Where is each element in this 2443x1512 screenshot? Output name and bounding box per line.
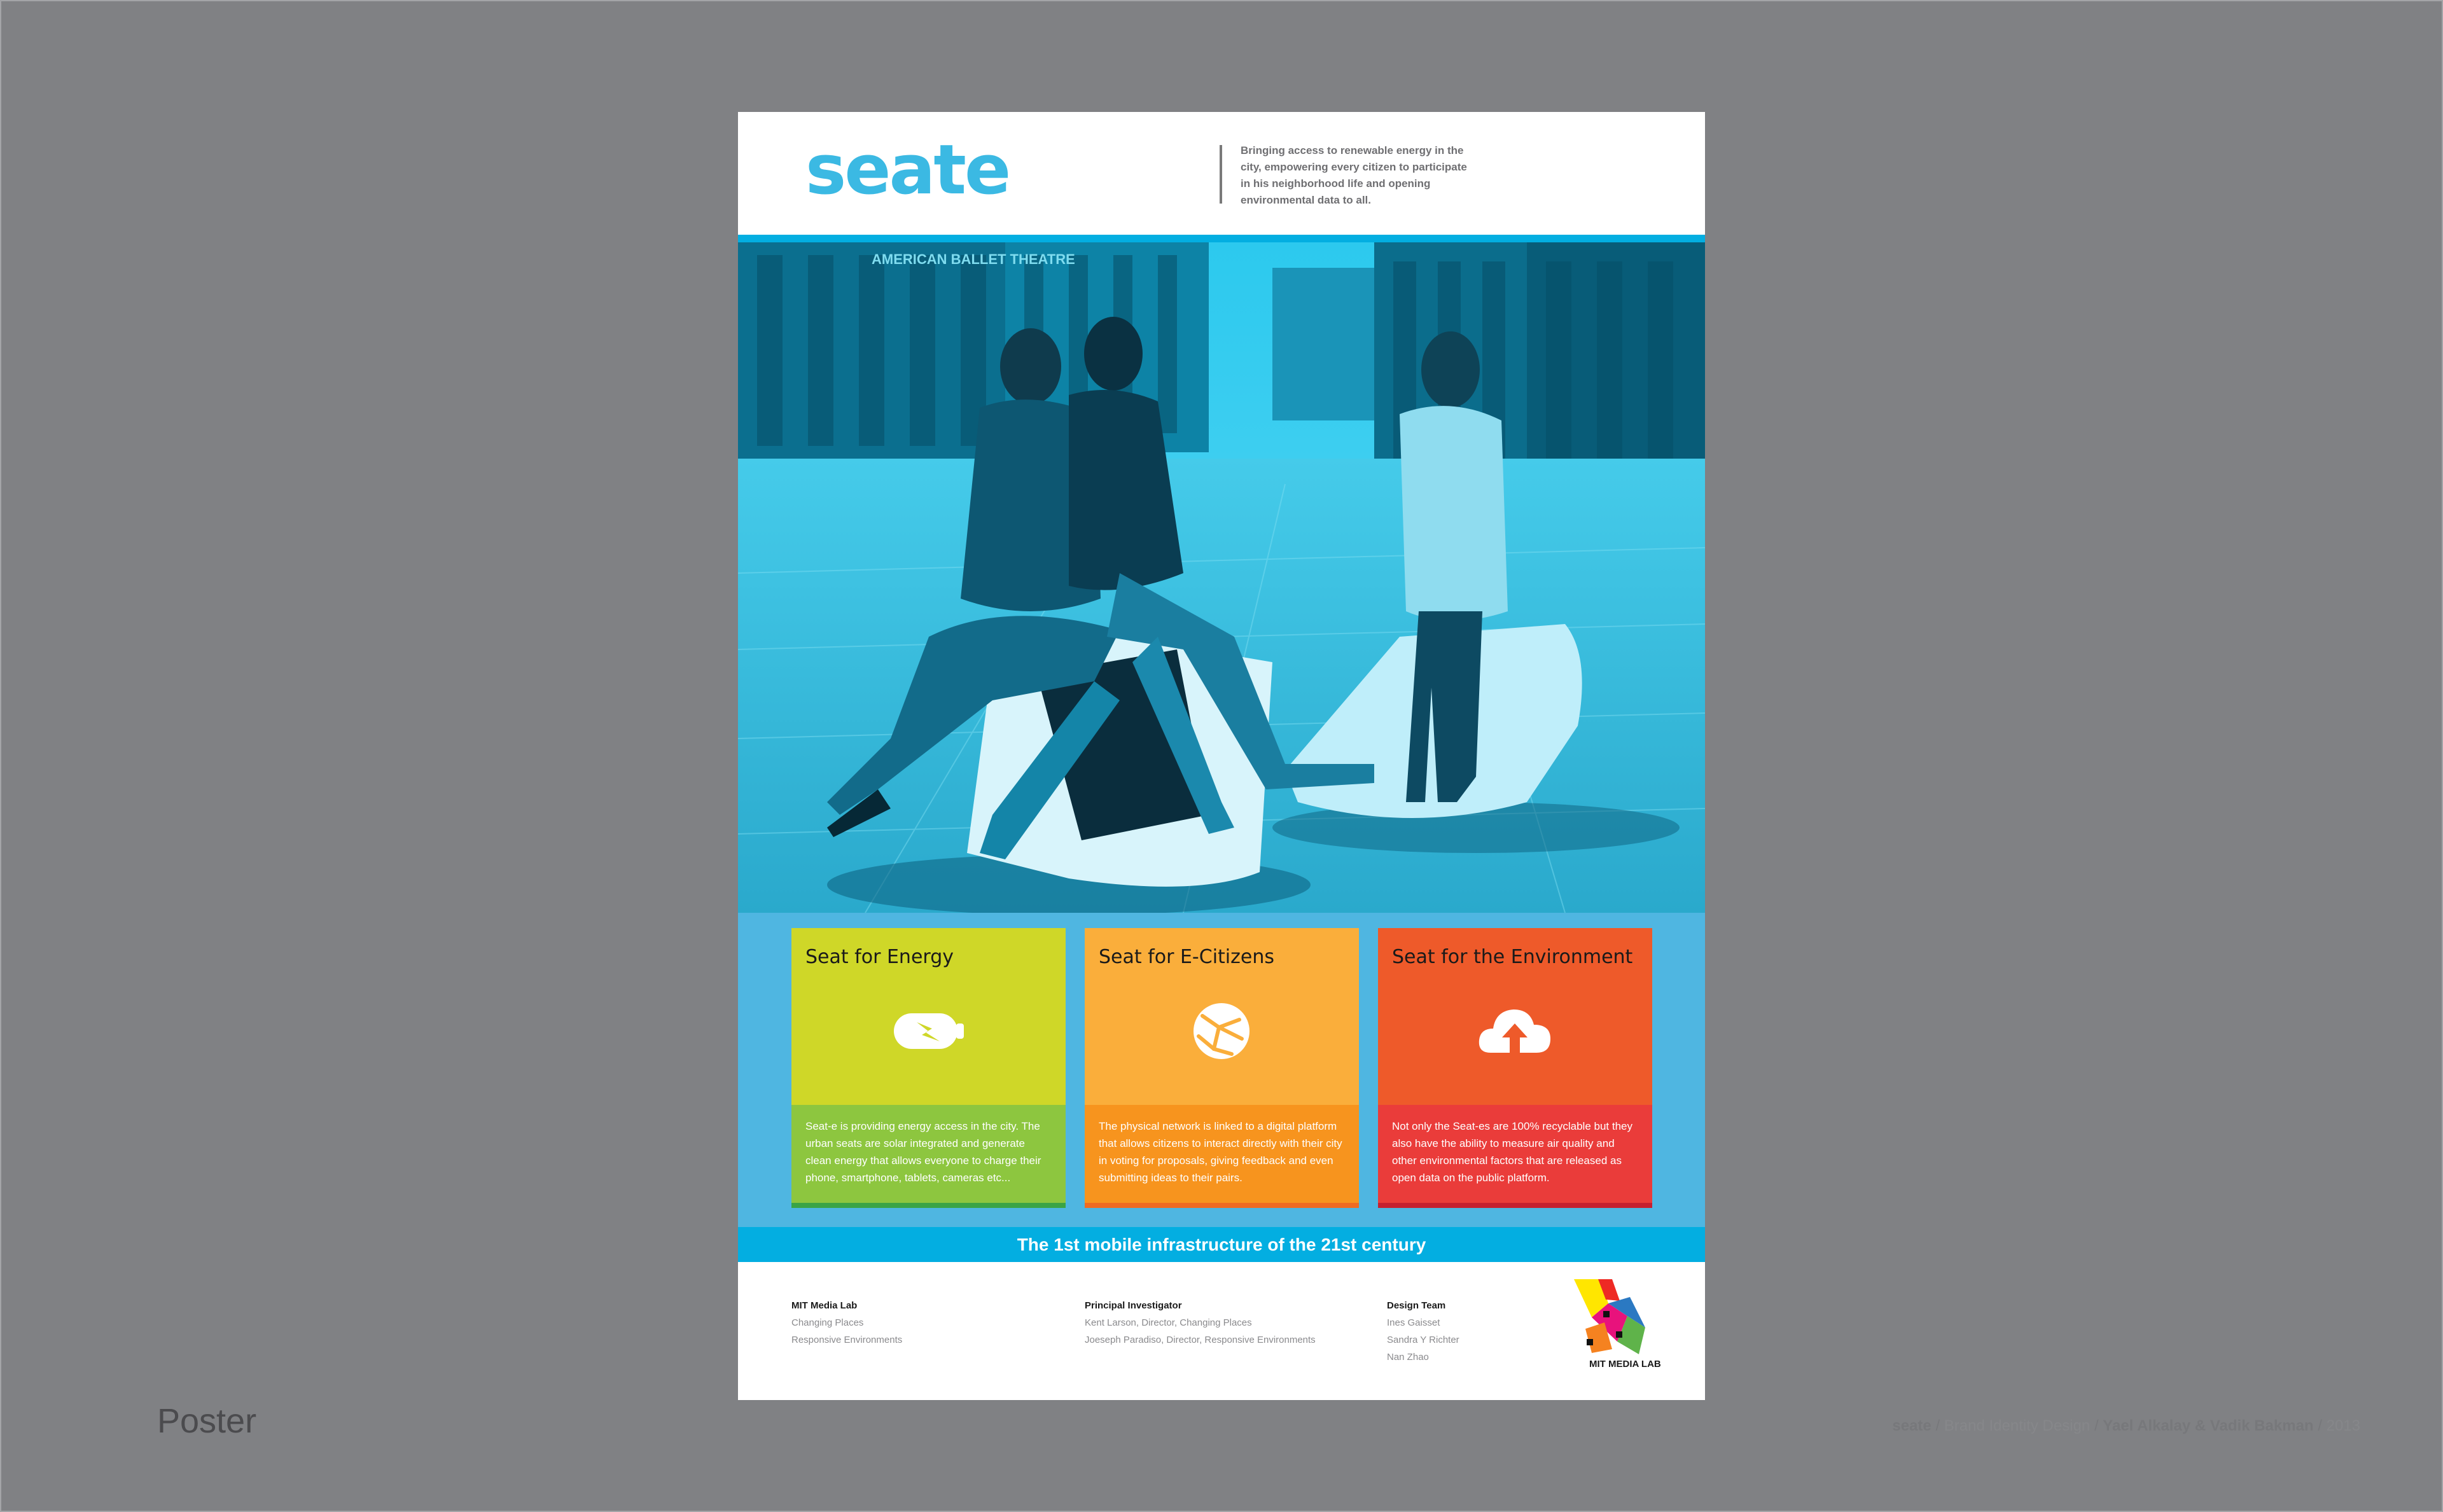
credit-line: Kent Larson, Director, Changing Places [1085, 1317, 1252, 1328]
feature-card-rule [791, 1203, 1066, 1208]
mit-media-lab-label: MIT MEDIA LAB [1589, 1359, 1661, 1370]
credit-line: Changing Places [791, 1317, 864, 1328]
feature-description: Seat-e is providing energy access in the city. The urban seats are solar integrated and generate clean energy that allows everyone to charge their phone, smartphone, tablets, cameras etc... [805, 1120, 1041, 1184]
tagline: Bringing access to renewable energy in the city, empowering every citizen to participate in his neighborhood life and opening environmental data to all. [1241, 144, 1467, 206]
feature-card-e-citizens [1085, 928, 1359, 1208]
feature-card-header [1378, 928, 1652, 1105]
feature-title: Seat for E-Citizens [1099, 946, 1274, 968]
credit-line: Ines Gaisset [1387, 1317, 1440, 1328]
tagline-divider [1220, 145, 1222, 204]
hero-photo-illustration [738, 242, 1705, 913]
credit-mit-media-lab [791, 1297, 902, 1349]
page-caption: Poster [157, 1402, 257, 1440]
feature-card-body [1378, 1105, 1652, 1208]
feature-card-energy [791, 928, 1066, 1208]
footer-authors: Yael Alkalay & Vadik Bakman [2103, 1417, 2314, 1434]
footer-separator: / [1935, 1417, 1944, 1434]
footer-separator: / [2318, 1417, 2327, 1434]
feature-description: The physical network is linked to a digital platform that allows citizens to interact directly with their city in voting for proposals, giving feedback and even submitting ideas to their pairs. [1099, 1120, 1342, 1184]
feature-card-rule [1378, 1203, 1652, 1208]
footer-separator: / [2094, 1417, 2103, 1434]
cloud-upload-icon [1477, 999, 1553, 1063]
feature-card-environment [1378, 928, 1652, 1208]
footer-project: seate [1892, 1417, 1931, 1434]
hero-photo [738, 242, 1705, 913]
network-globe-icon [1183, 999, 1260, 1063]
credit-line: Nan Zhao [1387, 1352, 1429, 1363]
poster-header [738, 112, 1705, 235]
credit-line: Responsive Environments [791, 1335, 903, 1345]
slogan: The 1st mobile infrastructure of the 21st century [1017, 1235, 1426, 1254]
credit-line: Joeseph Paradiso, Director, Responsive Environments [1085, 1335, 1316, 1345]
credit-design-team [1387, 1297, 1459, 1366]
battery-charging-icon [890, 999, 966, 1063]
feature-card-header [1085, 928, 1359, 1105]
footer-category: Brand Identity Design [1944, 1417, 2091, 1434]
feature-description: Not only the Seat-es are 100% recyclable but they also have the ability to measure air quality and other environmental factors that are released as open data on the public platform. [1392, 1120, 1632, 1184]
credits-section [738, 1262, 1705, 1400]
feature-title: Seat for Energy [805, 946, 954, 968]
poster [738, 112, 1705, 1400]
feature-card-body [1085, 1105, 1359, 1208]
credit-principal-investigator [1085, 1297, 1316, 1349]
credit-line: Sandra Y Richter [1387, 1335, 1459, 1345]
feature-card-body [791, 1105, 1066, 1208]
credit-heading: MIT Media Lab [791, 1300, 858, 1311]
feature-card-header [791, 928, 1066, 1105]
features-panel [738, 913, 1705, 1227]
header-stripe [738, 235, 1705, 242]
slogan-bar [738, 1227, 1705, 1262]
credit-heading: Design Team [1387, 1300, 1446, 1311]
hero-sign: AMERICAN BALLET THEATRE [872, 251, 1075, 267]
seate-logo: seate [805, 130, 1010, 210]
feature-title: Seat for the Environment [1392, 946, 1633, 968]
feature-card-rule [1085, 1203, 1359, 1208]
footer-year: 2013 [2326, 1417, 2360, 1434]
credit-heading: Principal Investigator [1085, 1300, 1182, 1311]
footer-meta [1892, 1417, 2360, 1435]
